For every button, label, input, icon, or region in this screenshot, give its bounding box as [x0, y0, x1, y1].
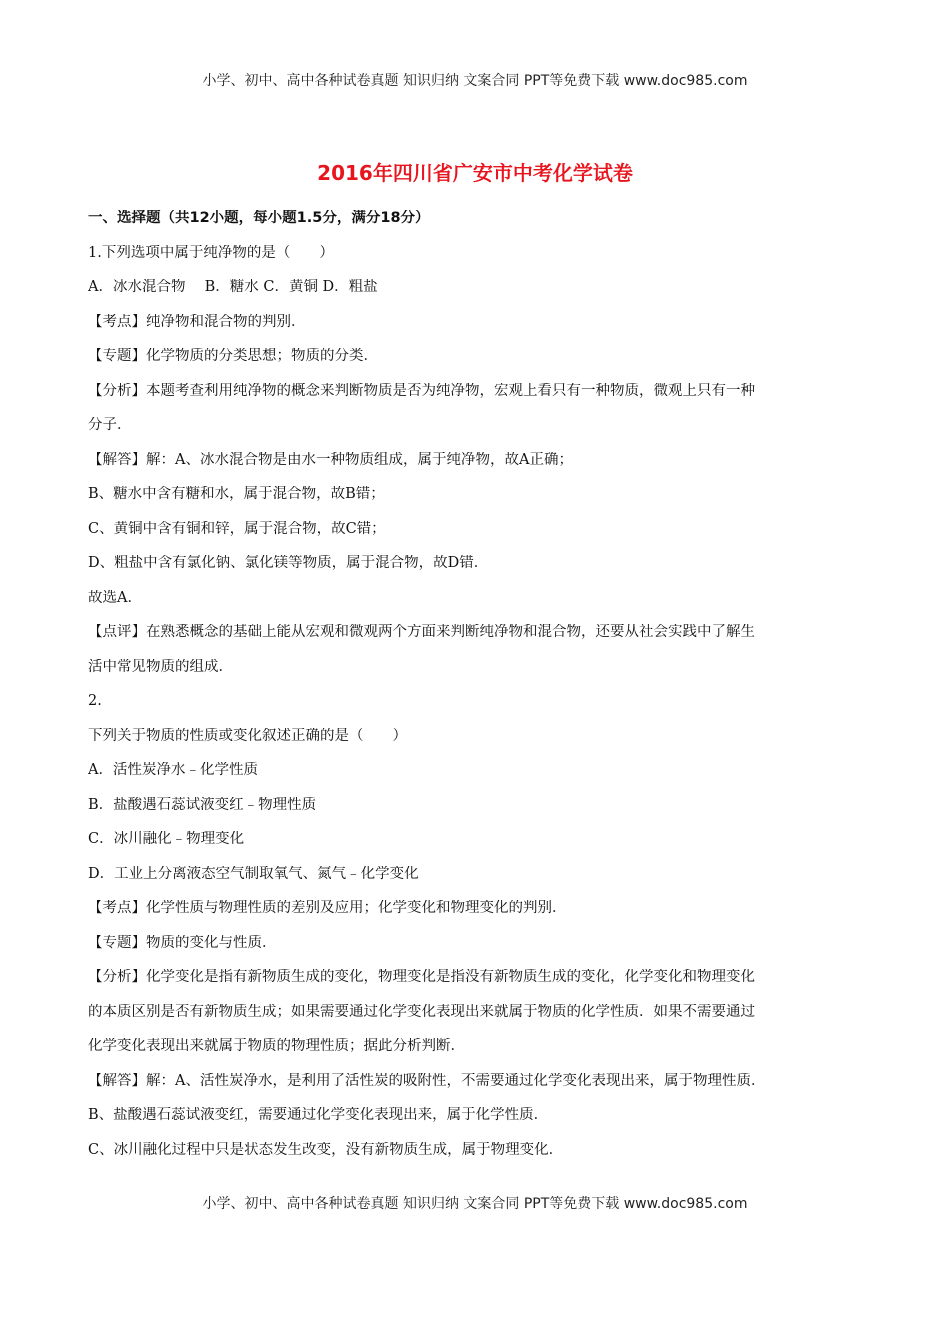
q1-options: A．冰水混合物 B．糖水 C．黄铜 D．粗盐 — [88, 279, 378, 295]
q2-fenxi-cont-2: 化学变化表现出来就属于物质的物理性质；据此分析判断． — [88, 1038, 465, 1054]
q2-fenxi-cont-1: 的本质区别是否有新物质生成；如果需要通过化学变化表现出来就属于物质的化学性质．如果不需要通过 — [88, 1003, 755, 1020]
fenxi-label: 【分析】 — [88, 969, 146, 985]
q2-zhuanti — [88, 935, 868, 970]
q2-option-a: A．活性炭净水﹣化学性质 — [88, 762, 258, 778]
zhuanti-label: 【专题】 — [88, 934, 146, 951]
q1-zhuanti — [88, 348, 868, 383]
q1-kaodian — [88, 314, 868, 349]
q2-zhuanti-text: 物质的变化与性质． — [146, 934, 277, 951]
document-body — [88, 210, 868, 1176]
q1-kaodian-text: 纯净物和混合物的判别． — [146, 313, 306, 330]
dianping-label: 【点评】 — [88, 624, 146, 640]
fenxi-label: 【分析】 — [88, 382, 146, 399]
q1-jieda — [88, 452, 868, 487]
q1-stem: 1.下列选项中属于纯净物的是（ ） — [88, 244, 334, 261]
q2-number: 2. — [88, 693, 102, 709]
q1-dianping-text: 在熟悉概念的基础上能从宏观和微观两个方面来判断纯净物和混合物，还要从社会实践中了解生 — [146, 624, 755, 640]
q1-jieda-b: B、糖水中含有糖和水，属于混合物，故B错； — [88, 486, 385, 502]
q2-option-b: B．盐酸遇石蕊试液变红﹣物理性质 — [88, 796, 317, 813]
kaodian-label: 【考点】 — [88, 313, 146, 330]
page-header: 小学、初中、高中各种试卷真题 知识归纳 文案合同 PPT等免费下载 www.doc985.com — [202, 73, 748, 89]
q1-dianping-cont: 活中常见物质的组成． — [88, 658, 233, 675]
q1-zhuanti-text: 化学物质的分类思想；物质的分类． — [146, 348, 378, 364]
q1-jieda-text: 解：A、冰水混合物是由水一种物质组成，属于纯净物，故A正确； — [146, 451, 573, 468]
q2-jieda-c: C、冰川融化过程中只是状态发生改变，没有新物质生成，属于物理变化． — [88, 1141, 564, 1158]
section-heading: 一、选择题（共12小题，每小题1.5分，满分18分） — [88, 210, 430, 226]
q1-jieda-c: C、黄铜中含有铜和锌，属于混合物，故C错； — [88, 520, 386, 537]
q2-kaodian-text: 化学性质与物理性质的差别及应用；化学变化和物理变化的判别． — [146, 900, 567, 916]
q2-fenxi — [88, 969, 868, 1004]
q1-dianping — [88, 624, 868, 659]
q2-jieda-b: B、盐酸遇石蕊试液变红，需要通过化学变化表现出来，属于化学性质． — [88, 1107, 549, 1123]
q1-fenxi — [88, 383, 868, 418]
q2-option-d: D．工业上分离液态空气制取氧气、氮气﹣化学变化 — [88, 865, 419, 882]
q2-jieda-text: 解：A、活性炭净水，是利用了活性炭的吸附性，不需要通过化学变化表现出来，属于物理性质． — [146, 1072, 766, 1089]
kaodian-label: 【考点】 — [88, 900, 146, 916]
jieda-label: 【解答】 — [88, 1072, 146, 1089]
page-footer: 小学、初中、高中各种试卷真题 知识归纳 文案合同 PPT等免费下载 www.doc985.com — [202, 1196, 748, 1212]
q2-option-c: C．冰川融化﹣物理变化 — [88, 831, 245, 847]
jieda-label: 【解答】 — [88, 451, 146, 468]
q2-kaodian — [88, 900, 868, 935]
q2-jieda — [88, 1073, 868, 1108]
q2-fenxi-text: 化学变化是指有新物质生成的变化，物理变化是指没有新物质生成的变化，化学变化和物理变化 — [146, 969, 755, 985]
q2-stem: 下列关于物质的性质或变化叙述正确的是（ ） — [88, 727, 407, 744]
q1-jieda-d: D、粗盐中含有氯化钠、氯化镁等物质，属于混合物，故D错． — [88, 555, 489, 571]
zhuanti-label: 【专题】 — [88, 348, 146, 364]
q1-fenxi-cont: 分子． — [88, 417, 132, 433]
q1-fenxi-text: 本题考查利用纯净物的概念来判断物质是否为纯净物，宏观上看只有一种物质，微观上只有一种 — [146, 382, 755, 399]
q1-answer: 故选A． — [88, 589, 142, 606]
page-title: 2016年四川省广安市中考化学试卷 — [317, 161, 633, 185]
